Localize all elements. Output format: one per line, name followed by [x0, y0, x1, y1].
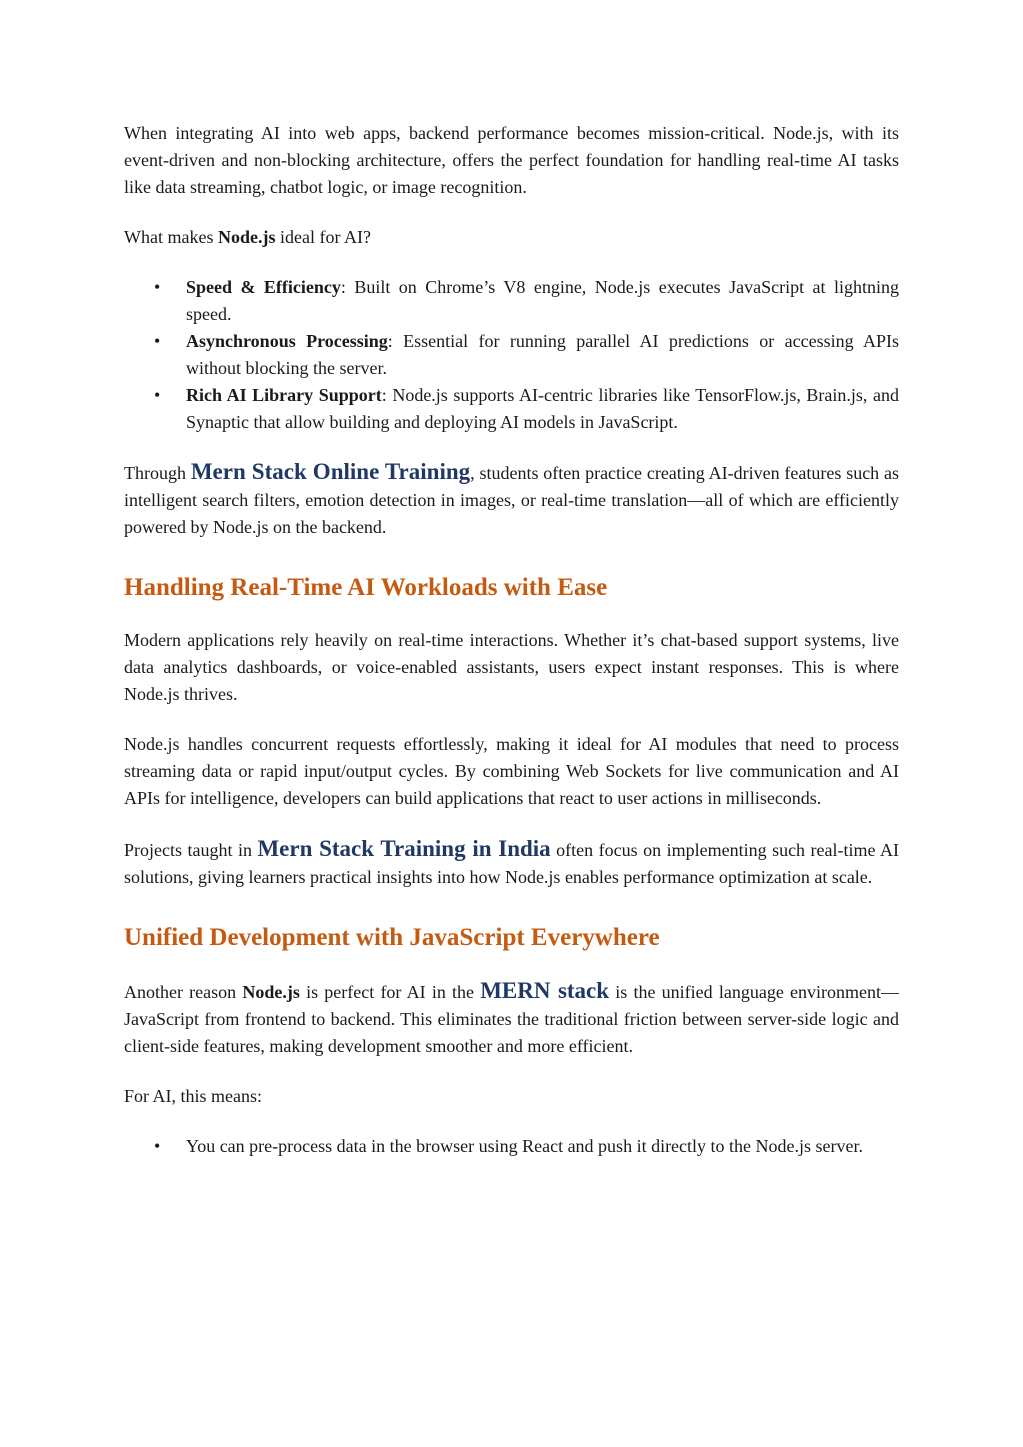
- feature-title: Speed & Efficiency: [186, 277, 341, 297]
- for-ai-paragraph: For AI, this means:: [124, 1086, 262, 1106]
- feature-title: Rich AI Library Support: [186, 385, 382, 405]
- question-bold: Node.js: [217, 227, 276, 247]
- heading-realtime: Handling Real-Time AI Workloads with Ease: [124, 574, 608, 601]
- features-list: [124, 274, 899, 436]
- feature-text: : Essential for running parallel AI predictions or accessing APIs without blocking the server.: [186, 331, 899, 378]
- through-suffix: , students often practice creating AI-driven features such as intelligent search filters, emotion detection in images, or real-time translation—all of which are efficiently powered by Node.js on the backend.: [124, 463, 899, 537]
- concurrent-paragraph: Node.js handles concurrent requests effortlessly, making it ideal for AI modules that need to process streaming data or rapid input/output cycles. By combining Web Sockets for live communication and AI APIs for intelligence, developers can build applications that react to user actions in milliseconds.: [124, 734, 899, 808]
- modern-paragraph: Modern applications rely heavily on real-time interactions. Whether it’s chat-based support systems, live data analytics dashboards, or voice-enabled assistants, users expect instant responses. This is where Node.js thrives.: [124, 630, 899, 704]
- through-paragraph: [124, 458, 899, 541]
- another-middle: is perfect for AI in the: [299, 982, 481, 1002]
- projects-prefix: Projects taught in: [124, 840, 258, 860]
- another-suffix: is the unified language environment—JavaScript from frontend to backend. This eliminates the traditional friction between server-side logic and client-side features, making development smoother and more efficient.: [124, 982, 899, 1056]
- feature-text: : Node.js supports AI-centric libraries like TensorFlow.js, Brain.js, and Synaptic that allow building and deploying AI models in JavaScript.: [186, 385, 899, 432]
- feature-title: Asynchronous Processing: [186, 331, 388, 351]
- heading-unified: Unified Development with JavaScript Everywhere: [124, 924, 660, 951]
- list-item: [186, 274, 899, 328]
- mern-training-india-link[interactable]: Mern Stack Training in India: [257, 836, 551, 861]
- document-body: [124, 120, 899, 1160]
- feature-text: : Built on Chrome’s V8 engine, Node.js executes JavaScript at lightning speed.: [186, 277, 899, 324]
- question-prefix: What makes: [124, 227, 218, 247]
- question-paragraph: [124, 224, 899, 251]
- intro-paragraph: When integrating AI into web apps, backend performance becomes mission-critical. Node.js, with its event-driven and non-blocking architecture, offers the perfect foundation for handling real-time AI tasks like data streaming, chatbot logic, or image recognition.: [124, 123, 899, 197]
- projects-suffix: often focus on implementing such real-time AI solutions, giving learners practical insights into how Node.js enables performance optimization at scale.: [124, 840, 899, 887]
- another-prefix: Another reason: [124, 982, 243, 1002]
- another-bold: Node.js: [242, 982, 300, 1002]
- mern-online-training-link[interactable]: Mern Stack Online Training: [190, 459, 471, 484]
- through-prefix: Through: [124, 463, 191, 483]
- list-item: [186, 382, 899, 436]
- list-item: [186, 328, 899, 382]
- projects-paragraph: [124, 835, 899, 891]
- means-list: [124, 1133, 899, 1160]
- question-suffix: ideal for AI?: [275, 227, 371, 247]
- another-paragraph: [124, 977, 899, 1060]
- list-item: • You can pre-process data in the browser using React and push it directly to the Node.js server.: [186, 1133, 899, 1160]
- mern-stack-link[interactable]: MERN stack: [480, 978, 610, 1003]
